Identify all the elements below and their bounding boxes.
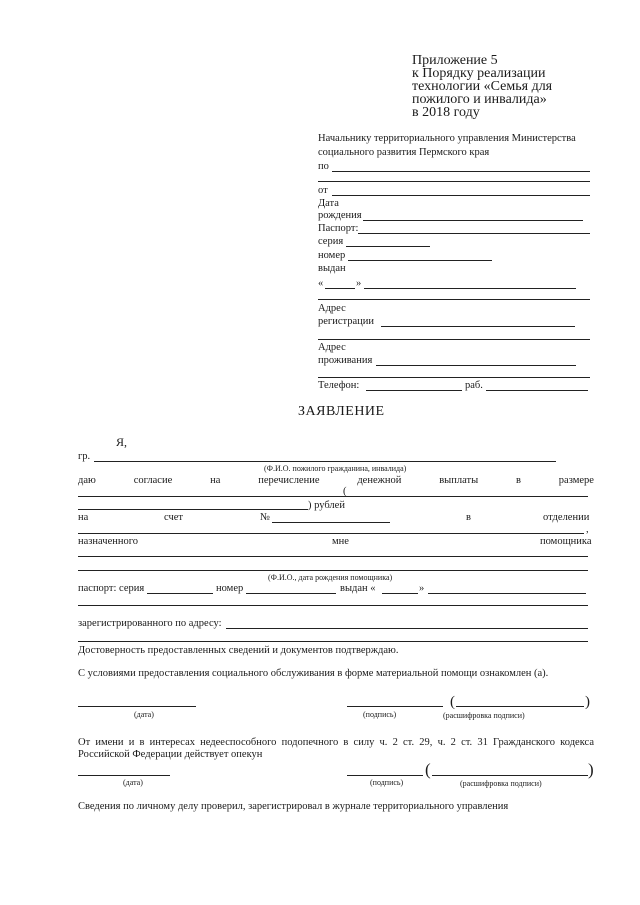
guardian-text: От имени и в интересах недееспособного подопечного в силу ч. 2 ст. 29, ч. 2 ст. 31 Гражданского кодекса Российской Федерации действует опекун [78,737,594,760]
field-sign-2[interactable] [347,775,423,776]
field-issue-day[interactable] [325,288,355,289]
date-caption-2: (дата) [123,778,143,787]
field-series-line[interactable] [346,246,430,247]
field-work-phone-line[interactable] [486,390,588,391]
field-issue-line2[interactable] [318,299,590,300]
paren-right-1: ) [585,694,590,710]
label-pasport: Паспорт: [318,223,359,234]
word-naznachennogo: назначенного [78,536,139,547]
word-v: в [515,475,521,486]
field-helper-series[interactable] [147,593,213,594]
label-registracii: регистрации [318,316,374,327]
field-date-2[interactable] [78,775,170,776]
label-rab: раб. [465,380,483,391]
passport-quote: » [419,583,425,594]
label-po: по [318,161,329,172]
word-perechislenie: перечисление [258,475,320,486]
label-nomer: номер [318,250,346,261]
field-decode-2[interactable] [432,775,588,776]
word-pomoshchnika: помощника [540,536,592,547]
field-reg-address-line[interactable] [381,326,575,327]
label-passport-vydan: выдан « [340,583,376,594]
comma: , [586,524,589,535]
field-ot-line[interactable] [332,195,590,196]
field-sign-1[interactable] [347,706,443,707]
field-live-address-line[interactable] [376,365,576,366]
field-passport-line[interactable] [358,233,590,234]
label-rozhdeniya: рождения [318,210,362,221]
label-vydan: выдан [318,263,346,274]
addressee-line2: социального развития Пермского края [318,147,490,158]
field-helper-issue-line[interactable] [428,593,586,594]
field-reg-address-line2[interactable] [318,339,590,340]
field-fio-line[interactable] [94,461,556,462]
word-vyplaty: выплаты [439,475,479,486]
word-mne: мне [332,536,349,547]
label-adres: Адрес [318,303,346,314]
label-ya: Я, [116,435,128,449]
field-number-line[interactable] [348,260,492,261]
quote-open: « [318,278,324,289]
field-date-1[interactable] [78,706,196,707]
field-decode-1[interactable] [456,706,584,707]
field-phone-line[interactable] [366,390,462,391]
word-schet: счет [164,512,183,523]
word-na: на [210,475,221,486]
paren-left-2: ( [425,760,431,779]
word-denezhnoy: денежной [357,475,402,486]
fio-caption: (Ф.И.О. пожилого гражданина, инвалида) [264,464,407,473]
label-number-sign: № [260,512,271,523]
conditions-text: С условиями предоставления социального обслуживания в форме материальной помощи ознакомлен (а). [78,668,549,679]
field-helper-address[interactable] [226,628,588,629]
field-bank-line[interactable] [78,533,584,534]
field-helper-line[interactable] [78,556,588,557]
field-birthdate-line[interactable] [363,220,583,221]
field-amount-line[interactable] [78,496,588,497]
confirmation-text: Достоверность предоставленных сведений и документов подтверждаю. [78,645,399,656]
sign-caption-1: (подпись) [363,710,397,719]
label-seriya: серия [318,236,344,247]
label-adres2: Адрес [318,342,346,353]
decode-caption-2: (расшифровка подписи) [460,779,542,788]
label-prozhivaniya: проживания [318,355,373,366]
paren-open: ( [343,486,347,497]
field-helper-line2[interactable] [78,570,588,571]
field-po-line[interactable] [332,171,590,172]
consent-row [78,475,594,487]
field-helper-issue-day[interactable] [382,593,418,594]
word-na2: на [78,512,89,523]
sign-caption-2: (подпись) [370,778,404,787]
decode-caption-1: (расшифровка подписи) [443,711,525,720]
addressee-line1: Начальнику территориального управления Министерства [318,133,576,144]
paren-right-2: ) [588,760,594,779]
field-helper-number[interactable] [246,593,336,594]
field-helper-address2[interactable] [78,641,588,642]
label-ot: от [318,185,328,196]
document-title: ЗАЯВЛЕНИЕ [298,404,385,419]
label-registered: зарегистрированного по адресу: [78,618,222,629]
field-po-line2[interactable] [318,181,590,182]
label-passport-seriya: паспорт: серия [78,583,145,594]
word-v2: в [466,512,471,523]
label-data: Дата [318,198,339,209]
field-helper-issue-line2[interactable] [78,605,588,606]
label-gr: гр. [78,451,91,462]
helper-caption: (Ф.И.О., дата рождения помощника) [268,573,393,582]
word-razmere: размере [558,475,594,486]
field-account-line[interactable] [272,522,390,523]
appendix-header: Приложение 5 к Порядку реализации технологии «Семья для пожилого и инвалида» в 2018 году [412,53,553,120]
field-issue-line[interactable] [364,288,576,289]
label-passport-nomer: номер [216,583,244,594]
word-otdelenii: отделении [543,512,590,523]
word-soglasie: согласие [133,475,173,486]
quote-close: » [356,278,362,289]
paren-left-1: ( [450,694,455,710]
date-caption-1: (дата) [134,710,154,719]
label-rubley: ) рублей [308,500,345,511]
field-live-address-line2[interactable] [318,377,590,378]
word-dayu: даю [78,475,96,486]
verification-text: Сведения по личному делу проверил, зарегистрировал в журнале территориального управления [78,801,509,812]
field-amount-words-line[interactable] [78,509,308,510]
label-telefon: Телефон: [318,380,360,391]
